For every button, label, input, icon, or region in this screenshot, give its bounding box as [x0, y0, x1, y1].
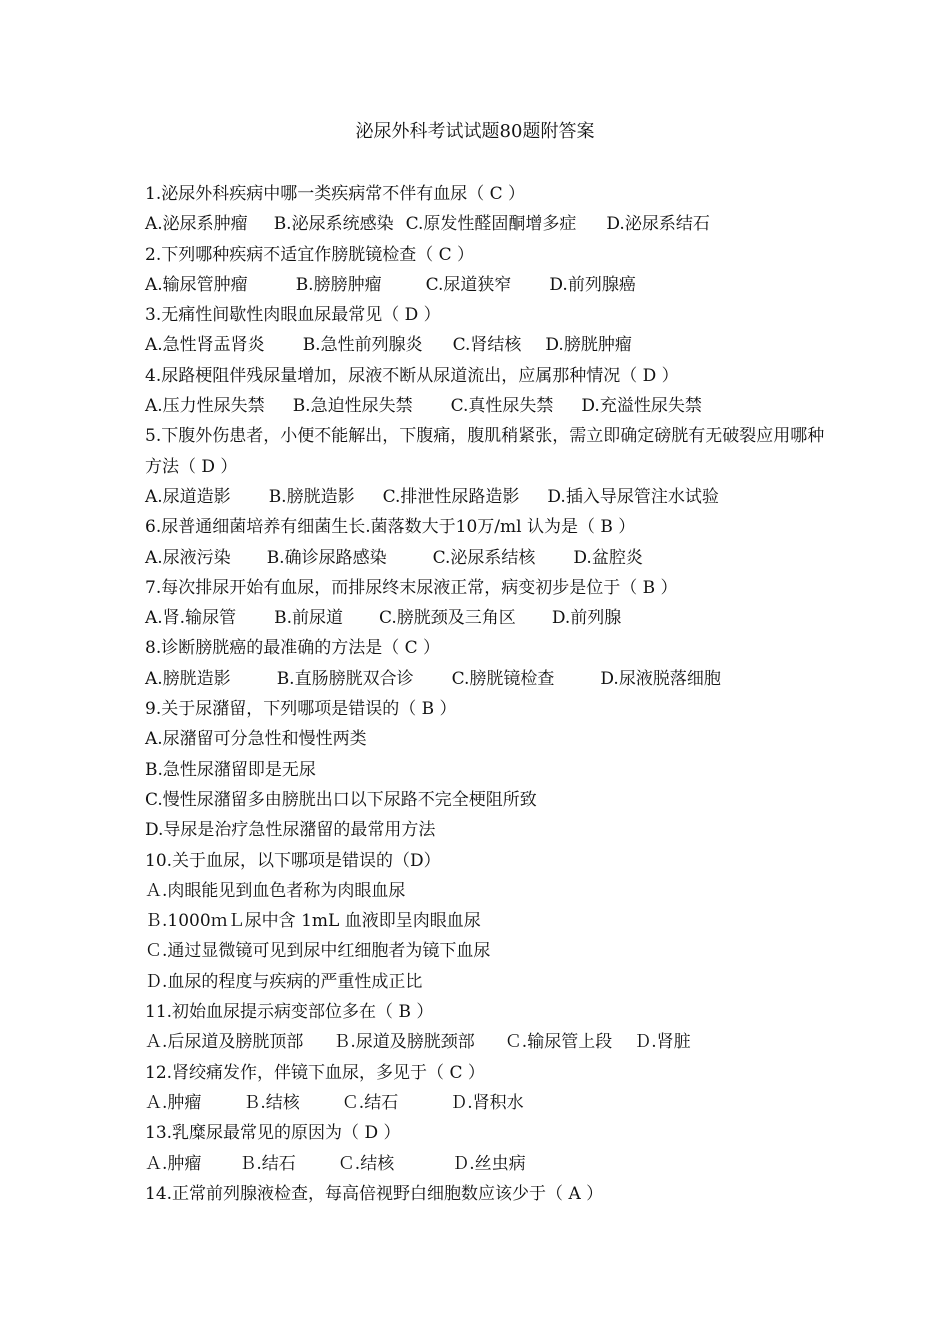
answer-option: Ｄ.丝虫病 — [452, 1153, 526, 1174]
answer-option: C.膀胱颈及三角区 — [379, 608, 516, 629]
answer-option: C.排泄性尿路造影 — [382, 486, 520, 507]
answer-options — [145, 391, 825, 421]
answer-option: B.急性前列腺炎 — [302, 335, 423, 356]
question-text: D.导尿是治疗急性尿潴留的最常用方法 — [145, 820, 436, 841]
question-text: B.急性尿潴留即是无尿 — [145, 759, 316, 780]
answer-option: Ａ.肿瘤 — [145, 1153, 202, 1174]
question-text: 14.正常前列腺液检查，每高倍视野白细胞数应该少于（ A ） — [145, 1183, 604, 1204]
answer-option: C.膀胱镜检查 — [451, 668, 555, 689]
question-text-wrapped: 5.下腹外伤患者，小便不能解出，下腹痛，腹肌稍紧张，需立即确定磅胱有无破裂应用哪种方法（ D ） — [145, 426, 825, 477]
answer-option: B.膀膀肿瘤 — [295, 274, 382, 295]
answer-option: B.直肠膀胱双合诊 — [276, 668, 414, 689]
answer-option: A.膀胱造影 — [145, 668, 231, 689]
question-text: 7.每次排尿开始有血尿，而排尿终末尿液正常，病变初步是位于（ B ） — [145, 577, 678, 598]
answer-options — [145, 482, 825, 512]
answer-options — [145, 1027, 825, 1057]
answer-option: Ｃ.结石 — [341, 1092, 399, 1113]
question-list — [145, 179, 825, 1209]
answer-option: B.前尿道 — [274, 608, 343, 629]
answer-option: Ｄ.肾积水 — [450, 1092, 524, 1113]
answer-option: C.真性尿失禁 — [450, 396, 554, 417]
answer-option: D.插入导尿管注水试验 — [547, 486, 719, 507]
answer-option: D.泌尿系结石 — [606, 214, 710, 235]
answer-options — [145, 664, 825, 694]
answer-option: B.急迫性尿失禁 — [292, 396, 413, 417]
question-text: Ａ.肉眼能见到血色者称为肉眼血尿 — [145, 880, 406, 901]
answer-option: C.泌尿系结核 — [432, 547, 536, 568]
answer-option: Ｂ.结核 — [243, 1092, 300, 1113]
question-text: Ｂ.1000ｍＬ尿中含 1mL 血液即呈肉眼血尿 — [145, 911, 481, 932]
answer-option: C.原发性醛固酮增多症 — [405, 214, 577, 235]
question-text: Ｃ.通过显微镜可见到尿中红细胞者为镜下血尿 — [145, 941, 491, 962]
answer-option: D.充溢性尿失禁 — [581, 396, 702, 417]
answer-option: A.压力性尿失禁 — [145, 396, 265, 417]
answer-option: D.盆腔炎 — [573, 547, 643, 568]
answer-option: C.尿道狭窄 — [425, 274, 512, 295]
answer-option: Ｂ.结石 — [239, 1153, 296, 1174]
question-text: 9.关于尿潴留，下列哪项是错误的（ B ） — [145, 699, 457, 720]
answer-option: A.尿液污染 — [145, 547, 231, 568]
answer-option: Ａ.后尿道及膀胱顶部 — [145, 1032, 304, 1053]
answer-option: A.尿道造影 — [145, 486, 231, 507]
answer-options — [145, 270, 825, 300]
answer-option: A.输尿管肿瘤 — [145, 274, 248, 295]
answer-option: A.急性肾盂肾炎 — [145, 335, 265, 356]
page-title: 泌尿外科考试试题80题附答案 — [355, 121, 595, 142]
answer-option: B.确诊尿路感染 — [266, 547, 387, 568]
answer-option: D.膀胱肿瘤 — [545, 335, 632, 356]
question-text: 8.诊断膀胱癌的最准确的方法是（ C ） — [145, 638, 441, 659]
answer-option: Ｂ.尿道及膀胱颈部 — [333, 1032, 475, 1053]
question-text: 12.肾绞痛发作，伴镜下血尿，多见于（ C ） — [145, 1062, 485, 1083]
question-text: 10.关于血尿，以下哪项是错误的（D） — [145, 850, 441, 871]
answer-option: D.尿液脱落细胞 — [600, 668, 721, 689]
answer-options — [145, 330, 825, 360]
answer-options — [145, 1149, 825, 1179]
answer-option: Ｃ.结核 — [337, 1153, 395, 1174]
answer-option: A.泌尿系肿瘤 — [145, 214, 248, 235]
question-text: A.尿潴留可分急性和慢性两类 — [145, 729, 367, 750]
question-text: 2.下列哪种疾病不适宜作膀胱镜检查（ C ） — [145, 244, 475, 265]
question-text: 13.乳糜尿最常见的原因为（ D ） — [145, 1123, 401, 1144]
answer-option: C.肾结核 — [452, 335, 522, 356]
answer-option: D.前列腺癌 — [549, 274, 636, 295]
question-text: 3.无痛性间歇性肉眼血尿最常见（ D ） — [145, 305, 441, 326]
answer-option: A.肾.输尿管 — [145, 608, 237, 629]
question-text: 4.尿路梗阻伴残尿量增加，尿液不断从尿道流出，应属那种情况（ D ） — [145, 365, 679, 386]
question-text: 11.初始血尿提示病变部位多在（ B ） — [145, 1002, 434, 1023]
answer-option: Ａ.肿瘤 — [145, 1092, 202, 1113]
answer-option: B.泌尿系统感染 — [273, 214, 394, 235]
answer-options — [145, 1088, 825, 1118]
answer-option: D.前列腺 — [551, 608, 622, 629]
answer-option: Ｄ.肾脏 — [634, 1032, 691, 1053]
question-text: Ｄ.血尿的程度与疾病的严重性成正比 — [145, 971, 423, 992]
answer-options — [145, 603, 825, 633]
answer-option: B.膀胱造影 — [268, 486, 355, 507]
question-text: 1.泌尿外科疾病中哪一类疾病常不伴有血尿（ C ） — [145, 184, 526, 204]
answer-options — [145, 543, 825, 573]
answer-option: Ｃ.输尿管上段 — [504, 1032, 613, 1053]
question-text: C.慢性尿潴留多由膀胱出口以下尿路不完全梗阻所致 — [145, 789, 537, 810]
answer-options — [145, 209, 825, 239]
question-text: 6.尿普通细菌培养有细菌生长.菌落数大于10万/ml 认为是（ B ） — [145, 517, 636, 538]
